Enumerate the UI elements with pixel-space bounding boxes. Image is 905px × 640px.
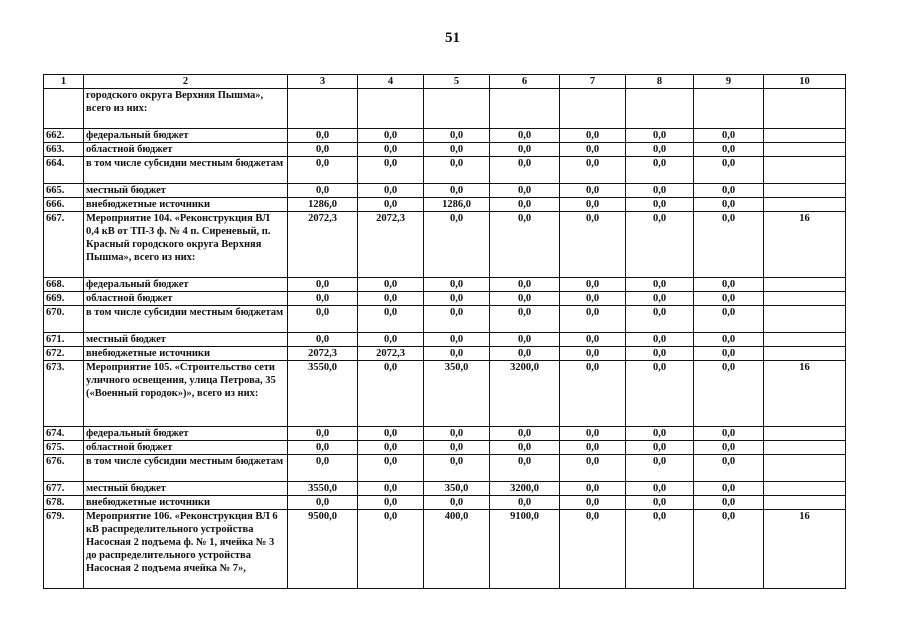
value-cell [560,89,626,129]
value-cell: 0,0 [288,496,358,510]
value-cell: 0,0 [424,333,490,347]
value-cell [764,347,846,361]
value-cell [694,89,764,129]
table-row [44,278,846,292]
value-cell: 0,0 [358,184,424,198]
row-description: внебюджетные источники [84,496,288,510]
table-row [44,292,846,306]
column-header: 10 [764,75,846,89]
value-cell [490,89,560,129]
column-header: 2 [84,75,288,89]
value-cell: 0,0 [694,361,764,427]
row-description: Мероприятие 105. «Строительство сети уличного освещения, улица Петрова, 35 («Военный городок»)», всего из них: [84,361,288,427]
value-cell: 0,0 [560,427,626,441]
value-cell: 0,0 [626,212,694,278]
value-cell: 0,0 [694,292,764,306]
value-cell: 0,0 [424,212,490,278]
value-cell: 0,0 [560,496,626,510]
value-cell: 0,0 [424,455,490,482]
value-cell: 1286,0 [424,198,490,212]
row-number: 662. [44,129,84,143]
value-cell: 0,0 [358,496,424,510]
page-number: 51 [445,30,460,46]
row-description: в том числе субсидии местным бюджетам [84,455,288,482]
row-description: федеральный бюджет [84,129,288,143]
value-cell: 0,0 [626,157,694,184]
row-description: в том числе субсидии местным бюджетам [84,157,288,184]
row-number: 675. [44,441,84,455]
row-number: 673. [44,361,84,427]
value-cell: 0,0 [626,441,694,455]
value-cell: 0,0 [694,496,764,510]
value-cell: 0,0 [626,306,694,333]
value-cell: 0,0 [560,198,626,212]
budget-table [43,74,846,589]
value-cell: 0,0 [288,427,358,441]
value-cell: 0,0 [358,510,424,589]
value-cell [764,129,846,143]
value-cell: 0,0 [626,198,694,212]
value-cell: 350,0 [424,361,490,427]
value-cell [764,157,846,184]
row-description: областной бюджет [84,292,288,306]
value-cell: 0,0 [358,157,424,184]
value-cell: 0,0 [490,157,560,184]
table-row [44,212,846,278]
value-cell: 0,0 [490,455,560,482]
table-row [44,347,846,361]
table-row [44,184,846,198]
value-cell: 0,0 [560,212,626,278]
value-cell: 9100,0 [490,510,560,589]
value-cell: 0,0 [424,306,490,333]
value-cell: 0,0 [490,306,560,333]
row-description: Мероприятие 104. «Реконструкция ВЛ 0,4 кВ от ТП-3 ф. № 4 п. Сиреневый, п. Красный городского округа Верхняя Пышма», всего из них: [84,212,288,278]
value-cell: 0,0 [694,455,764,482]
value-cell: 0,0 [358,292,424,306]
value-cell: 3200,0 [490,482,560,496]
value-cell: 0,0 [694,157,764,184]
row-description: местный бюджет [84,184,288,198]
column-header: 1 [44,75,84,89]
table-row [44,143,846,157]
value-cell: 0,0 [560,184,626,198]
value-cell: 0,0 [626,129,694,143]
value-cell [764,184,846,198]
value-cell: 0,0 [626,292,694,306]
row-description: областной бюджет [84,441,288,455]
table-row [44,496,846,510]
row-number: 670. [44,306,84,333]
value-cell: 0,0 [288,129,358,143]
table-row [44,361,846,427]
value-cell: 0,0 [358,198,424,212]
value-cell: 400,0 [424,510,490,589]
row-description: местный бюджет [84,333,288,347]
value-cell [358,89,424,129]
value-cell: 0,0 [490,278,560,292]
value-cell: 16 [764,212,846,278]
value-cell [764,482,846,496]
value-cell: 0,0 [626,427,694,441]
row-description: городского округа Верхняя Пышма», всего из них: [84,89,288,129]
value-cell: 0,0 [560,361,626,427]
value-cell [288,89,358,129]
table-row [44,157,846,184]
value-cell: 0,0 [288,441,358,455]
value-cell: 0,0 [490,427,560,441]
column-header: 6 [490,75,560,89]
value-cell: 0,0 [560,510,626,589]
value-cell [764,143,846,157]
column-header: 3 [288,75,358,89]
value-cell: 2072,3 [358,212,424,278]
value-cell: 2072,3 [288,212,358,278]
value-cell: 350,0 [424,482,490,496]
value-cell: 0,0 [626,184,694,198]
value-cell: 0,0 [626,361,694,427]
value-cell: 0,0 [560,143,626,157]
value-cell [764,427,846,441]
value-cell: 1286,0 [288,198,358,212]
value-cell: 0,0 [490,143,560,157]
value-cell: 0,0 [288,292,358,306]
value-cell [424,89,490,129]
row-number: 677. [44,482,84,496]
column-header: 4 [358,75,424,89]
row-number: 669. [44,292,84,306]
row-number: 679. [44,510,84,589]
table-row [44,427,846,441]
value-cell [764,441,846,455]
value-cell: 0,0 [694,333,764,347]
value-cell: 0,0 [626,510,694,589]
column-header: 5 [424,75,490,89]
value-cell: 0,0 [358,306,424,333]
value-cell: 0,0 [358,482,424,496]
row-number: 676. [44,455,84,482]
value-cell: 2072,3 [358,347,424,361]
value-cell: 0,0 [626,496,694,510]
column-header: 8 [626,75,694,89]
value-cell: 0,0 [424,184,490,198]
value-cell: 2072,3 [288,347,358,361]
row-description: федеральный бюджет [84,427,288,441]
value-cell: 0,0 [288,157,358,184]
value-cell: 0,0 [358,361,424,427]
value-cell: 0,0 [626,278,694,292]
row-number: 667. [44,212,84,278]
row-number: 671. [44,333,84,347]
value-cell: 0,0 [490,347,560,361]
value-cell: 0,0 [358,143,424,157]
value-cell: 3550,0 [288,482,358,496]
value-cell [764,89,846,129]
value-cell: 0,0 [694,278,764,292]
value-cell: 0,0 [490,333,560,347]
row-number: 664. [44,157,84,184]
value-cell: 0,0 [560,129,626,143]
value-cell: 9500,0 [288,510,358,589]
row-number: 665. [44,184,84,198]
table-row [44,510,846,589]
value-cell [764,278,846,292]
value-cell [764,333,846,347]
value-cell: 0,0 [560,455,626,482]
value-cell: 0,0 [288,455,358,482]
value-cell: 0,0 [694,306,764,333]
value-cell: 0,0 [490,212,560,278]
value-cell: 0,0 [490,441,560,455]
value-cell: 0,0 [424,157,490,184]
row-number [44,89,84,129]
value-cell [764,198,846,212]
table-row [44,198,846,212]
value-cell [764,292,846,306]
value-cell: 0,0 [424,496,490,510]
value-cell: 0,0 [560,278,626,292]
value-cell: 0,0 [490,292,560,306]
value-cell: 0,0 [626,143,694,157]
value-cell: 0,0 [358,129,424,143]
value-cell: 0,0 [560,292,626,306]
value-cell [764,306,846,333]
value-cell [764,496,846,510]
value-cell: 0,0 [288,278,358,292]
value-cell: 0,0 [560,441,626,455]
value-cell: 0,0 [694,441,764,455]
value-cell: 0,0 [288,184,358,198]
value-cell: 3550,0 [288,361,358,427]
value-cell [764,455,846,482]
table-row [44,482,846,496]
value-cell: 0,0 [694,184,764,198]
table-row [44,129,846,143]
value-cell: 0,0 [288,306,358,333]
row-description: федеральный бюджет [84,278,288,292]
value-cell: 0,0 [358,427,424,441]
value-cell: 0,0 [358,278,424,292]
value-cell: 0,0 [694,198,764,212]
value-cell: 0,0 [626,482,694,496]
row-number: 666. [44,198,84,212]
table-row [44,455,846,482]
value-cell: 0,0 [694,482,764,496]
row-number: 672. [44,347,84,361]
value-cell: 0,0 [424,347,490,361]
value-cell: 0,0 [560,306,626,333]
value-cell: 0,0 [626,333,694,347]
value-cell: 0,0 [288,143,358,157]
row-description: в том числе субсидии местным бюджетам [84,306,288,333]
value-cell: 0,0 [424,143,490,157]
value-cell: 0,0 [358,441,424,455]
value-cell: 0,0 [626,347,694,361]
row-description: Мероприятие 106. «Реконструкция ВЛ 6 кВ распределительного устройства Насосная 2 подъема ф. № 1, ячейка № 3 до распределительного устройства Насосная 2 подъема ячейка № 7», [84,510,288,589]
row-number: 678. [44,496,84,510]
value-cell: 0,0 [358,455,424,482]
row-description: областной бюджет [84,143,288,157]
value-cell: 0,0 [694,143,764,157]
value-cell: 0,0 [694,129,764,143]
value-cell: 16 [764,361,846,427]
value-cell: 0,0 [490,496,560,510]
value-cell: 0,0 [694,212,764,278]
row-description: внебюджетные источники [84,347,288,361]
value-cell: 0,0 [358,333,424,347]
value-cell: 0,0 [560,157,626,184]
value-cell: 0,0 [490,129,560,143]
row-description: местный бюджет [84,482,288,496]
table-row [44,333,846,347]
value-cell: 0,0 [560,482,626,496]
row-description: внебюджетные источники [84,198,288,212]
value-cell [626,89,694,129]
column-header: 9 [694,75,764,89]
table-row [44,306,846,333]
value-cell: 0,0 [424,278,490,292]
value-cell: 0,0 [424,292,490,306]
value-cell: 0,0 [560,333,626,347]
column-header: 7 [560,75,626,89]
table-body [44,89,846,589]
value-cell: 0,0 [490,184,560,198]
row-number: 668. [44,278,84,292]
row-number: 674. [44,427,84,441]
value-cell: 0,0 [288,333,358,347]
value-cell: 0,0 [626,455,694,482]
value-cell: 0,0 [424,427,490,441]
table-row [44,441,846,455]
value-cell: 0,0 [490,198,560,212]
value-cell: 0,0 [694,347,764,361]
row-number: 663. [44,143,84,157]
value-cell: 0,0 [560,347,626,361]
value-cell: 3200,0 [490,361,560,427]
value-cell: 16 [764,510,846,589]
header-row [44,75,846,89]
table-row [44,89,846,129]
value-cell: 0,0 [424,441,490,455]
value-cell: 0,0 [694,510,764,589]
value-cell: 0,0 [424,129,490,143]
value-cell: 0,0 [694,427,764,441]
